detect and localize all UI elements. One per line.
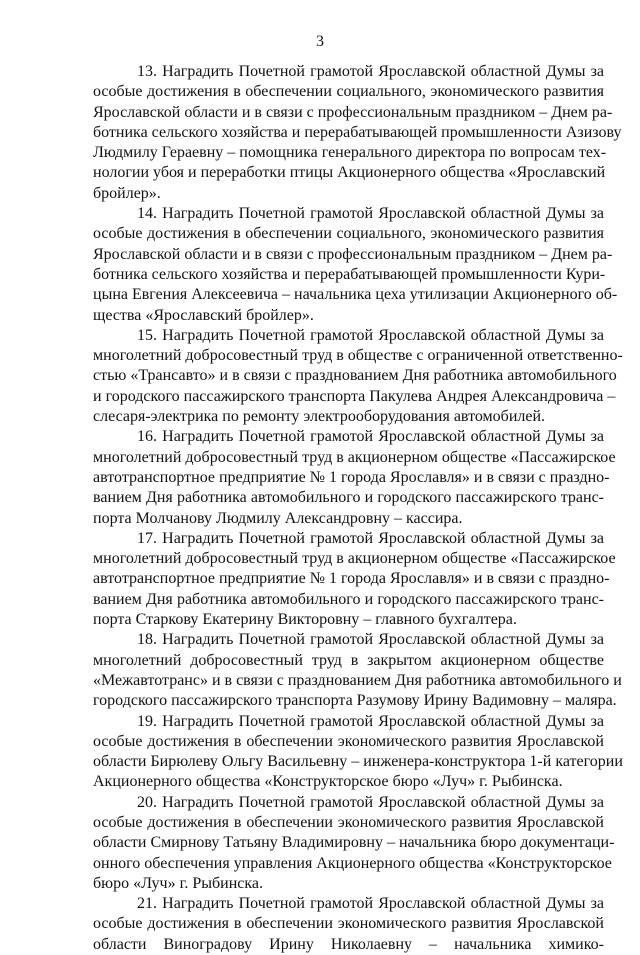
text-line: 21. Наградить Почетной грамотой Ярославской областной Думы за — [137, 895, 604, 913]
paragraph-21 — [93, 894, 604, 955]
text-line: ботника сельского хозяйства и перерабатывающей промышленности Кури- — [93, 265, 606, 283]
paragraph-20 — [93, 793, 615, 894]
text-line: особые достижения в обеспечении социального, экономического развития — [93, 225, 604, 243]
text-line: ботника сельского хозяйства и перерабатывающей промышленности Азизову — [93, 123, 622, 141]
paragraph-14 — [93, 204, 618, 326]
text-line: автотранспортное предприятие № 1 города Ярославля» и в связи с праздно- — [93, 570, 610, 588]
text-line: щества «Ярославский бройлер». — [93, 306, 314, 324]
text-line: нологии убоя и переработки птицы Акционерного общества «Ярославский — [93, 164, 606, 182]
text-line: 17. Наградить Почетной грамотой Ярославской областной Думы за — [137, 529, 604, 547]
text-line: области Смирнову Татьяну Владимировну – начальника бюро документаци- — [93, 834, 615, 852]
text-line: стью «Трансавто» и в связи с празднованием Дня работника автомобильного — [93, 367, 617, 385]
text-line: 15. Наградить Почетной грамотой Ярославской областной Думы за — [137, 326, 604, 344]
paragraph-19 — [93, 712, 623, 793]
text-line: многолетний добросовестный труд в акционерном обществе «Пассажирское — [93, 550, 616, 568]
text-line: Акционерного общества «Конструкторское бюро «Луч» г. Рыбинска. — [93, 773, 563, 791]
text-line: городского пассажирского транспорта Разумову Ирину Вадимовну – маляра. — [93, 692, 617, 710]
page-number: 3 — [316, 33, 324, 50]
text-line: особые достижения в обеспечении экономического развития Ярославской — [93, 813, 604, 831]
text-line: и городского пассажирского транспорта Пакулева Андрея Александровича – — [93, 387, 616, 405]
text-line: 19. Наградить Почетной грамотой Ярославской областной Думы за — [137, 712, 604, 730]
text-line: слесаря-электрика по ремонту электрооборудования автомобилей. — [93, 408, 546, 426]
document-body — [93, 62, 623, 955]
text-line: особые достижения в обеспечении социального, экономического развития — [93, 83, 604, 101]
text-line: 14. Наградить Почетной грамотой Ярославской областной Думы за — [137, 205, 604, 223]
paragraph-17 — [93, 529, 616, 630]
text-line: порта Старкову Екатерину Викторовну – главного бухгалтера. — [93, 611, 517, 629]
text-line: ванием Дня работника автомобильного и городского пассажирского транс- — [93, 590, 604, 608]
text-line: 13. Наградить Почетной грамотой Ярославской областной Думы за — [137, 63, 604, 80]
text-line: онного обеспечения управления Акционерного общества «Конструкторское — [93, 854, 612, 872]
paragraph-13 — [93, 62, 622, 204]
text-line: особые достижения в обеспечении экономического развития Ярославской — [93, 732, 604, 750]
text-line: многолетний добросовестный труд в акционерном обществе «Пассажирское — [93, 448, 616, 466]
text-line: автотранспортное предприятие № 1 города Ярославля» и в связи с праздно- — [93, 468, 610, 486]
paragraph-15 — [93, 326, 623, 427]
text-line: многолетний добросовестный труд в обществе с ограниченной ответственно- — [93, 347, 623, 365]
text-line: 16. Наградить Почетной грамотой Ярославской областной Думы за — [137, 428, 604, 446]
text-line: 20. Наградить Почетной грамотой Ярославской областной Думы за — [137, 793, 604, 811]
text-line: области Виноградову Ирину Николаевну – начальника химико- — [93, 935, 604, 953]
text-line: области Бирюлеву Ольгу Васильевну – инженера-конструктора 1-й категории — [93, 753, 623, 771]
text-line: Ярославской области и в связи с профессиональным праздником – Днем ра- — [93, 103, 613, 121]
text-line: Ярославской области и в связи с профессиональным праздником – Днем ра- — [93, 245, 613, 263]
text-line: Людмилу Гераевну – помощника генерального директора по вопросам тех- — [93, 144, 607, 162]
paragraph-18 — [93, 630, 622, 711]
text-line: бюро «Луч» г. Рыбинска. — [93, 874, 263, 892]
text-line: многолетний добросовестный труд в закрытом акционерном обществе — [93, 651, 604, 669]
text-line: особые достижения в обеспечении экономического развития Ярославской — [93, 915, 604, 933]
text-line: цына Евгения Алексеевича – начальника цеха утилизации Акционерного об- — [93, 286, 618, 304]
paragraph-16 — [93, 427, 616, 528]
text-line: бройлер». — [93, 184, 161, 202]
text-line: 18. Наградить Почетной грамотой Ярославской областной Думы за — [137, 631, 604, 649]
text-line: «Межавтотранс» и в связи с празднованием Дня работника автомобильного и — [93, 671, 622, 689]
text-line: порта Молчанову Людмилу Александровну – кассира. — [93, 509, 463, 527]
text-line: ванием Дня работника автомобильного и городского пассажирского транс- — [93, 489, 604, 507]
